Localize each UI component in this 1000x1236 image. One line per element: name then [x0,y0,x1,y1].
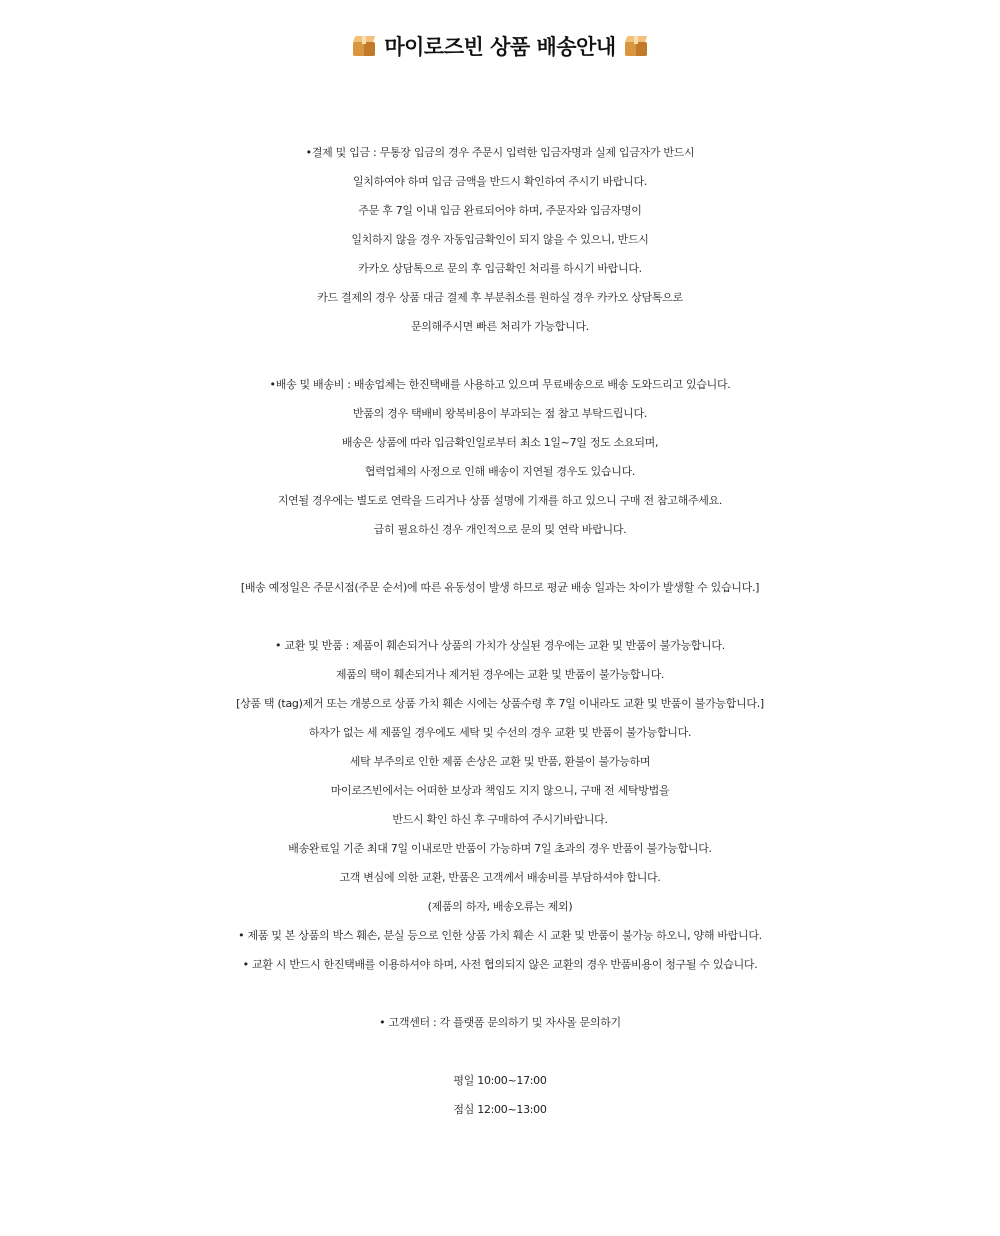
exchange-line: 제품의 택이 훼손되거나 제거된 경우에는 교환 및 반품이 불가능합니다. [335,668,665,681]
customer-center: • 고객센터 : 각 플랫폼 문의하기 및 자사몰 문의하기 [379,1016,621,1029]
exchange-line: 마이로즈빈에서는 어떠한 보상과 책임도 지지 않으니, 구매 전 세탁방법을 [330,784,670,797]
payment-line: 주문 후 7일 이내 입금 완료되어야 하며, 주문자와 입금자명이 [358,204,642,217]
hours-lunch: 점심 12:00~13:00 [453,1103,547,1116]
exchange-line: 배송완료일 기준 최대 7일 이내로만 반품이 가능하며 7일 초과의 경우 반품이 불가능합니다. [288,842,712,855]
page-title: 마이로즈빈 상품 배송안내 [384,35,616,59]
payment-line: 문의해주시면 빠른 처리가 가능합니다. [410,320,589,333]
exchange-line: • 교환 시 반드시 한진택배를 이용하셔야 하며, 사전 협의되지 않은 교환의 경우 반품비용이 청구될 수 있습니다. [242,958,758,971]
hours-weekday: 평일 10:00~17:00 [453,1074,547,1087]
payment-line: 카드 결제의 경우 상품 대금 결제 후 부분취소를 원하실 경우 카카오 상담톡으로 [317,291,683,304]
exchange-line: 하자가 없는 세 제품일 경우에도 세탁 및 수선의 경우 교환 및 반품이 불가능합니다. [308,726,692,739]
notice-body [0,138,1000,1124]
exchange-line: 반드시 확인 하신 후 구매하여 주시기바랍니다. [392,813,608,826]
shipping-line: 협력업체의 사정으로 인해 배송이 지연될 경우도 있습니다. [364,465,636,478]
exchange-line: [상품 택 (tag)제거 또는 개봉으로 상품 가치 훼손 시에는 상품수령 후 7일 이내라도 교환 및 반품이 불가능합니다.] [236,697,764,710]
payment-line: 일치하여야 하며 입금 금액을 반드시 확인하여 주시기 바랍니다. [352,175,648,188]
payment-line: 카카오 상담톡으로 문의 후 입금확인 처리를 하시기 바랍니다. [358,262,642,275]
exchange-line: • 교환 및 반품 : 제품이 훼손되거나 상품의 가치가 상실된 경우에는 교환 및 반품이 불가능합니다. [275,639,725,652]
shipping-line: 반품의 경우 택배비 왕복비용이 부과되는 점 참고 부탁드립니다. [352,407,648,420]
payment-line: •결제 및 입금 : 무통장 입금의 경우 주문시 입력한 입금자명과 실제 입금자가 반드시 [305,146,695,159]
package-box-icon [352,35,376,57]
title-row [0,28,1000,64]
payment-line: 일치하지 않을 경우 자동입금확인이 되지 않을 수 있으니, 반드시 [351,233,649,246]
shipping-line: 배송은 상품에 따라 입금확인일로부터 최소 1일~7일 정도 소요되며, [341,436,659,449]
exchange-line: • 제품 및 본 상품의 박스 훼손, 분실 등으로 인한 상품 가치 훼손 시 교환 및 반품이 불가능 하오니, 양해 바랍니다. [238,929,762,942]
exchange-line: 세탁 부주의로 인한 제품 손상은 교환 및 반품, 환불이 불가능하며 [349,755,651,768]
exchange-line: 고객 변심에 의한 교환, 반품은 고객께서 배송비를 부담하셔야 합니다. [339,871,661,884]
shipping-line: 급히 필요하신 경우 개인적으로 문의 및 연락 바랍니다. [373,523,627,536]
shipping-line: •배송 및 배송비 : 배송업체는 한진택배를 사용하고 있으며 무료배송으로 배송 도와드리고 있습니다. [269,378,731,391]
schedule-note: [배송 예정일은 주문시점(주문 순서)에 따른 유동성이 발생 하므로 평균 배송 일과는 차이가 발생할 수 있습니다.] [240,581,760,594]
package-box-icon [624,35,648,57]
exchange-line: (제품의 하자, 배송오류는 제외) [427,900,573,913]
shipping-line: 지연될 경우에는 별도로 연락을 드리거나 상품 설명에 기재를 하고 있으니 구매 전 참고해주세요. [277,494,723,507]
